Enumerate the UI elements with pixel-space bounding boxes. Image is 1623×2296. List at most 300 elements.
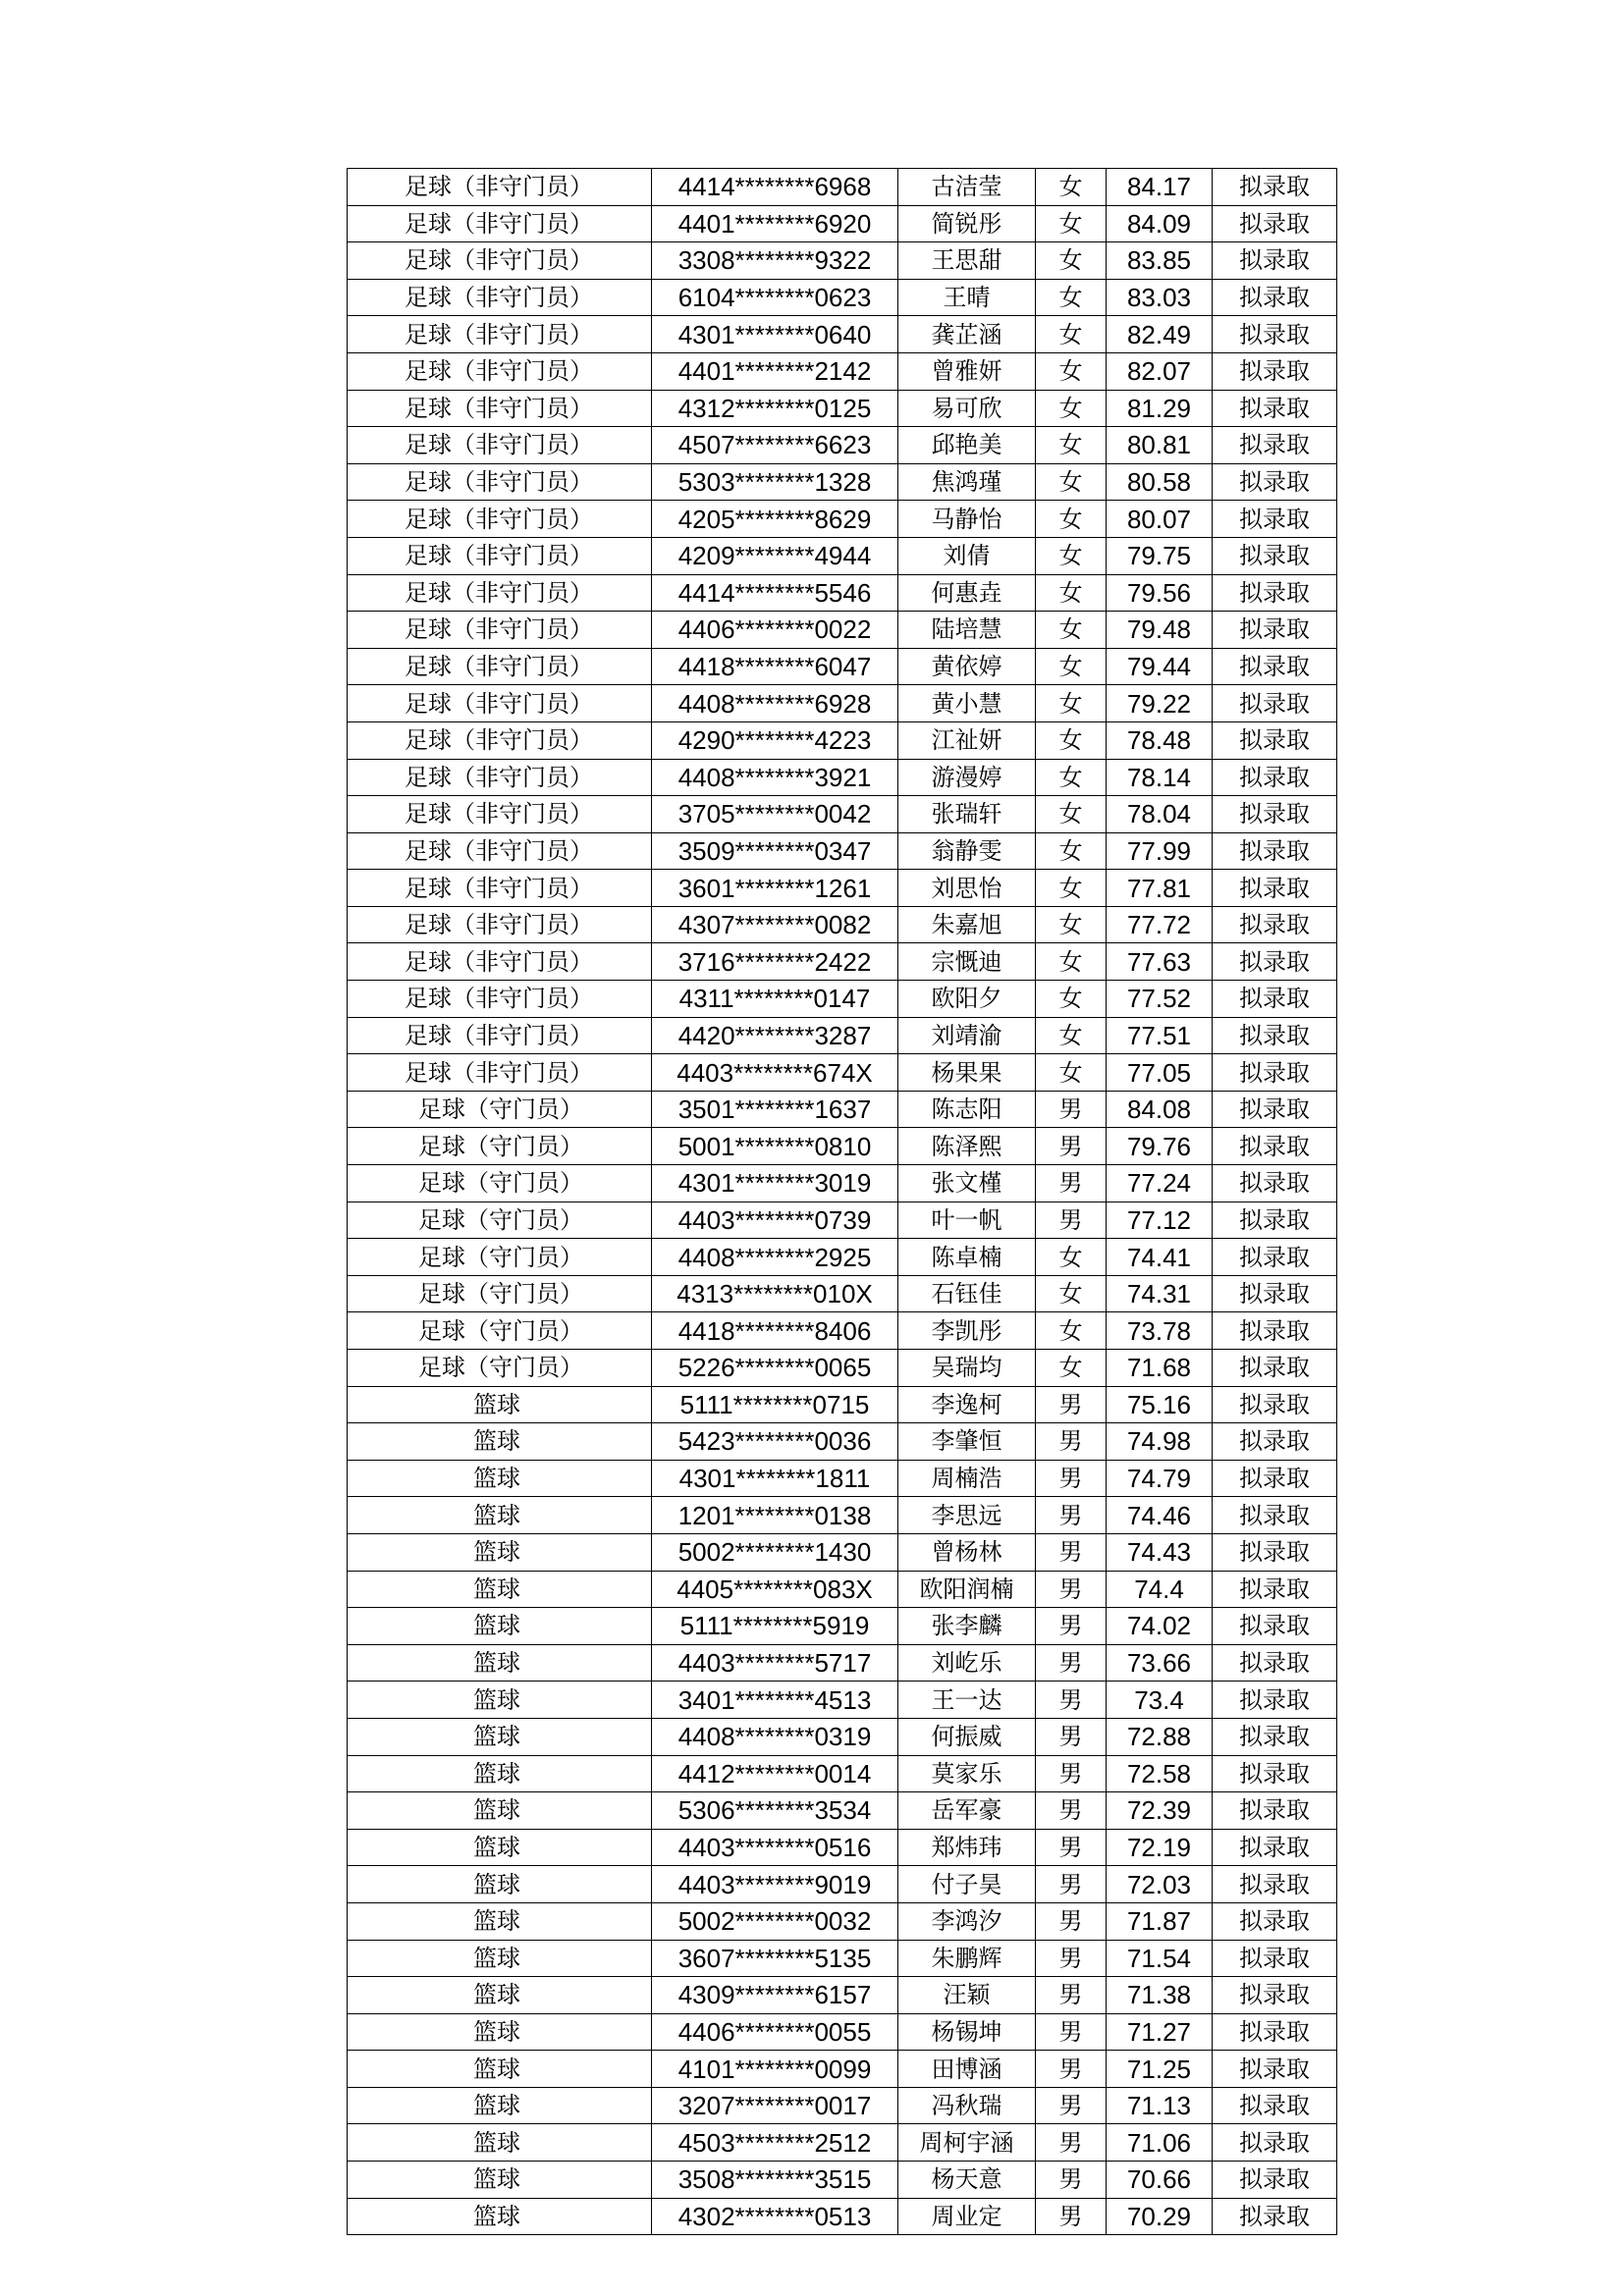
table-row [348, 685, 1337, 722]
sport-cell: 足球（守门员） [348, 1165, 652, 1202]
sport-cell: 足球（非守门员） [348, 943, 652, 981]
table-row [348, 2087, 1337, 2124]
gender-cell: 男 [1036, 1201, 1107, 1239]
name-cell: 杨果果 [898, 1054, 1036, 1092]
status-cell: 拟录取 [1213, 1350, 1337, 1387]
id-number-cell: 4403********674X [652, 1054, 898, 1092]
status-cell: 拟录取 [1213, 759, 1337, 796]
gender-cell: 女 [1036, 352, 1107, 390]
gender-cell: 男 [1036, 1902, 1107, 1940]
name-cell: 曾杨林 [898, 1533, 1036, 1571]
sport-cell: 篮球 [348, 1682, 652, 1719]
score-cell: 78.48 [1107, 721, 1213, 759]
sport-cell: 足球（非守门员） [348, 612, 652, 649]
score-cell: 72.39 [1107, 1792, 1213, 1830]
status-cell: 拟录取 [1213, 870, 1337, 907]
name-cell: 张文槿 [898, 1165, 1036, 1202]
gender-cell: 女 [1036, 906, 1107, 943]
score-cell: 77.72 [1107, 906, 1213, 943]
sport-cell: 篮球 [348, 2087, 652, 2124]
sport-cell: 足球（守门员） [348, 1128, 652, 1165]
id-number-cell: 5111********5919 [652, 1608, 898, 1645]
table-row [348, 1902, 1337, 1940]
sport-cell: 足球（非守门员） [348, 759, 652, 796]
table-row [348, 1608, 1337, 1645]
status-cell: 拟录取 [1213, 2051, 1337, 2088]
status-cell: 拟录取 [1213, 1239, 1337, 1276]
table-row [348, 279, 1337, 316]
gender-cell: 女 [1036, 721, 1107, 759]
score-cell: 84.17 [1107, 169, 1213, 206]
gender-cell: 女 [1036, 1239, 1107, 1276]
gender-cell: 男 [1036, 1165, 1107, 1202]
score-cell: 80.07 [1107, 501, 1213, 538]
sport-cell: 篮球 [348, 1533, 652, 1571]
table-row [348, 1497, 1337, 1534]
gender-cell: 男 [1036, 2013, 1107, 2051]
table-row [348, 1239, 1337, 1276]
sport-cell: 篮球 [348, 1497, 652, 1534]
status-cell: 拟录取 [1213, 2198, 1337, 2235]
table-row [348, 316, 1337, 353]
id-number-cell: 4412********0014 [652, 1755, 898, 1792]
score-cell: 79.44 [1107, 648, 1213, 685]
gender-cell: 女 [1036, 981, 1107, 1018]
gender-cell: 男 [1036, 1755, 1107, 1792]
status-cell: 拟录取 [1213, 648, 1337, 685]
name-cell: 刘屹乐 [898, 1644, 1036, 1682]
status-cell: 拟录取 [1213, 1423, 1337, 1461]
sport-cell: 足球（非守门员） [348, 242, 652, 280]
status-cell: 拟录取 [1213, 1644, 1337, 1682]
id-number-cell: 3705********0042 [652, 796, 898, 833]
sport-cell: 篮球 [348, 2013, 652, 2051]
gender-cell: 女 [1036, 796, 1107, 833]
sport-cell: 篮球 [348, 1902, 652, 1940]
id-number-cell: 4405********083X [652, 1571, 898, 1608]
gender-cell: 男 [1036, 1497, 1107, 1534]
table-row [348, 242, 1337, 280]
status-cell: 拟录取 [1213, 1497, 1337, 1534]
name-cell: 岳军豪 [898, 1792, 1036, 1830]
name-cell: 杨锡坤 [898, 2013, 1036, 2051]
table-row [348, 169, 1337, 206]
score-cell: 71.38 [1107, 1977, 1213, 2014]
name-cell: 马静怡 [898, 501, 1036, 538]
id-number-cell: 3508********3515 [652, 2162, 898, 2199]
table-row [348, 501, 1337, 538]
score-cell: 72.58 [1107, 1755, 1213, 1792]
name-cell: 朱鹏辉 [898, 1940, 1036, 1977]
score-cell: 73.66 [1107, 1644, 1213, 1682]
sport-cell: 足球（非守门员） [348, 648, 652, 685]
name-cell: 李逸柯 [898, 1386, 1036, 1423]
table-row [348, 1682, 1337, 1719]
status-cell: 拟录取 [1213, 1755, 1337, 1792]
gender-cell: 女 [1036, 279, 1107, 316]
gender-cell: 男 [1036, 1940, 1107, 1977]
id-number-cell: 4403********5717 [652, 1644, 898, 1682]
sport-cell: 足球（非守门员） [348, 1017, 652, 1054]
table-row [348, 352, 1337, 390]
name-cell: 王晴 [898, 279, 1036, 316]
table-row [348, 1718, 1337, 1755]
table-row [348, 759, 1337, 796]
sport-cell: 足球（非守门员） [348, 906, 652, 943]
gender-cell: 男 [1036, 1571, 1107, 1608]
gender-cell: 男 [1036, 1829, 1107, 1866]
id-number-cell: 4406********0022 [652, 612, 898, 649]
table-row [348, 1386, 1337, 1423]
score-cell: 72.88 [1107, 1718, 1213, 1755]
id-number-cell: 4408********3921 [652, 759, 898, 796]
gender-cell: 女 [1036, 1017, 1107, 1054]
score-cell: 74.02 [1107, 1608, 1213, 1645]
score-cell: 83.85 [1107, 242, 1213, 280]
id-number-cell: 4408********0319 [652, 1718, 898, 1755]
sport-cell: 足球（非守门员） [348, 574, 652, 612]
gender-cell: 女 [1036, 390, 1107, 427]
score-cell: 71.06 [1107, 2124, 1213, 2162]
gender-cell: 男 [1036, 2051, 1107, 2088]
name-cell: 杨天意 [898, 2162, 1036, 2199]
name-cell: 易可欣 [898, 390, 1036, 427]
score-cell: 77.51 [1107, 1017, 1213, 1054]
sport-cell: 篮球 [348, 2051, 652, 2088]
name-cell: 刘靖渝 [898, 1017, 1036, 1054]
name-cell: 黄小慧 [898, 685, 1036, 722]
status-cell: 拟录取 [1213, 1091, 1337, 1128]
name-cell: 石钰佳 [898, 1275, 1036, 1312]
table-row [348, 1350, 1337, 1387]
sport-cell: 足球（非守门员） [348, 796, 652, 833]
status-cell: 拟录取 [1213, 242, 1337, 280]
score-cell: 74.43 [1107, 1533, 1213, 1571]
sport-cell: 足球（非守门员） [348, 501, 652, 538]
score-cell: 70.66 [1107, 2162, 1213, 2199]
id-number-cell: 4503********2512 [652, 2124, 898, 2162]
gender-cell: 女 [1036, 1275, 1107, 1312]
sport-cell: 足球（非守门员） [348, 832, 652, 870]
status-cell: 拟录取 [1213, 1682, 1337, 1719]
score-cell: 77.81 [1107, 870, 1213, 907]
gender-cell: 男 [1036, 1091, 1107, 1128]
score-cell: 71.54 [1107, 1940, 1213, 1977]
status-cell: 拟录取 [1213, 390, 1337, 427]
name-cell: 李肇恒 [898, 1423, 1036, 1461]
table-row [348, 463, 1337, 501]
id-number-cell: 4406********0055 [652, 2013, 898, 2051]
id-number-cell: 4403********9019 [652, 1866, 898, 1903]
name-cell: 叶一帆 [898, 1201, 1036, 1239]
status-cell: 拟录取 [1213, 1902, 1337, 1940]
score-cell: 73.78 [1107, 1312, 1213, 1350]
score-cell: 77.12 [1107, 1201, 1213, 1239]
status-cell: 拟录取 [1213, 1533, 1337, 1571]
name-cell: 龚芷涵 [898, 316, 1036, 353]
id-number-cell: 5002********0032 [652, 1902, 898, 1940]
name-cell: 陈志阳 [898, 1091, 1036, 1128]
status-cell: 拟录取 [1213, 1940, 1337, 1977]
status-cell: 拟录取 [1213, 279, 1337, 316]
id-number-cell: 4311********0147 [652, 981, 898, 1018]
gender-cell: 女 [1036, 759, 1107, 796]
name-cell: 曾雅妍 [898, 352, 1036, 390]
gender-cell: 男 [1036, 1128, 1107, 1165]
gender-cell: 男 [1036, 1866, 1107, 1903]
gender-cell: 女 [1036, 648, 1107, 685]
gender-cell: 男 [1036, 2087, 1107, 2124]
id-number-cell: 4302********0513 [652, 2198, 898, 2235]
sport-cell: 足球（守门员） [348, 1091, 652, 1128]
name-cell: 江祉妍 [898, 721, 1036, 759]
score-cell: 71.27 [1107, 2013, 1213, 2051]
sport-cell: 篮球 [348, 1755, 652, 1792]
table-row [348, 1977, 1337, 2014]
name-cell: 田博涵 [898, 2051, 1036, 2088]
gender-cell: 女 [1036, 427, 1107, 464]
status-cell: 拟录取 [1213, 574, 1337, 612]
table-row [348, 205, 1337, 242]
table-row [348, 648, 1337, 685]
sport-cell: 篮球 [348, 1829, 652, 1866]
id-number-cell: 3509********0347 [652, 832, 898, 870]
name-cell: 何振威 [898, 1718, 1036, 1755]
id-number-cell: 4420********3287 [652, 1017, 898, 1054]
sport-cell: 篮球 [348, 1460, 652, 1497]
sport-cell: 篮球 [348, 2198, 652, 2235]
sport-cell: 足球（非守门员） [348, 870, 652, 907]
sport-cell: 足球（非守门员） [348, 352, 652, 390]
score-cell: 78.04 [1107, 796, 1213, 833]
status-cell: 拟录取 [1213, 685, 1337, 722]
status-cell: 拟录取 [1213, 906, 1337, 943]
score-cell: 77.05 [1107, 1054, 1213, 1092]
sport-cell: 足球（非守门员） [348, 981, 652, 1018]
status-cell: 拟录取 [1213, 1460, 1337, 1497]
score-cell: 72.03 [1107, 1866, 1213, 1903]
table-row [348, 1940, 1337, 1977]
table-row [348, 1533, 1337, 1571]
name-cell: 黄依婷 [898, 648, 1036, 685]
id-number-cell: 4313********010X [652, 1275, 898, 1312]
name-cell: 王思甜 [898, 242, 1036, 280]
table-row [348, 2198, 1337, 2235]
name-cell: 张瑞轩 [898, 796, 1036, 833]
sport-cell: 足球（守门员） [348, 1275, 652, 1312]
status-cell: 拟录取 [1213, 832, 1337, 870]
name-cell: 欧阳夕 [898, 981, 1036, 1018]
sport-cell: 篮球 [348, 1423, 652, 1461]
id-number-cell: 3207********0017 [652, 2087, 898, 2124]
name-cell: 刘倩 [898, 537, 1036, 574]
gender-cell: 男 [1036, 1682, 1107, 1719]
gender-cell: 男 [1036, 1644, 1107, 1682]
table-row [348, 1091, 1337, 1128]
score-cell: 77.24 [1107, 1165, 1213, 1202]
score-cell: 84.09 [1107, 205, 1213, 242]
status-cell: 拟录取 [1213, 316, 1337, 353]
table-row [348, 1423, 1337, 1461]
name-cell: 李思远 [898, 1497, 1036, 1534]
status-cell: 拟录取 [1213, 1977, 1337, 2014]
id-number-cell: 4408********2925 [652, 1239, 898, 1276]
sport-cell: 篮球 [348, 1977, 652, 2014]
id-number-cell: 4403********0739 [652, 1201, 898, 1239]
gender-cell: 女 [1036, 501, 1107, 538]
id-number-cell: 4101********0099 [652, 2051, 898, 2088]
table-row [348, 870, 1337, 907]
id-number-cell: 4312********0125 [652, 390, 898, 427]
table-row [348, 2124, 1337, 2162]
status-cell: 拟录取 [1213, 796, 1337, 833]
score-cell: 77.52 [1107, 981, 1213, 1018]
id-number-cell: 4401********2142 [652, 352, 898, 390]
name-cell: 汪颖 [898, 1977, 1036, 2014]
name-cell: 简锐彤 [898, 205, 1036, 242]
score-cell: 80.58 [1107, 463, 1213, 501]
id-number-cell: 4301********0640 [652, 316, 898, 353]
score-cell: 74.46 [1107, 1497, 1213, 1534]
id-number-cell: 3716********2422 [652, 943, 898, 981]
score-cell: 79.75 [1107, 537, 1213, 574]
name-cell: 焦鸿瑾 [898, 463, 1036, 501]
id-number-cell: 5001********0810 [652, 1128, 898, 1165]
name-cell: 周楠浩 [898, 1460, 1036, 1497]
table-row [348, 2051, 1337, 2088]
name-cell: 宗慨迪 [898, 943, 1036, 981]
score-cell: 74.41 [1107, 1239, 1213, 1276]
status-cell: 拟录取 [1213, 1275, 1337, 1312]
id-number-cell: 5226********0065 [652, 1350, 898, 1387]
table-row [348, 832, 1337, 870]
table-row [348, 2162, 1337, 2199]
table-row [348, 1275, 1337, 1312]
status-cell: 拟录取 [1213, 1054, 1337, 1092]
status-cell: 拟录取 [1213, 352, 1337, 390]
score-cell: 74.4 [1107, 1571, 1213, 1608]
sport-cell: 篮球 [348, 1608, 652, 1645]
score-cell: 79.22 [1107, 685, 1213, 722]
id-number-cell: 3607********5135 [652, 1940, 898, 1977]
name-cell: 陆培慧 [898, 612, 1036, 649]
score-cell: 81.29 [1107, 390, 1213, 427]
id-number-cell: 6104********0623 [652, 279, 898, 316]
status-cell: 拟录取 [1213, 943, 1337, 981]
score-cell: 71.25 [1107, 2051, 1213, 2088]
gender-cell: 男 [1036, 1386, 1107, 1423]
gender-cell: 女 [1036, 1312, 1107, 1350]
name-cell: 吴瑞均 [898, 1350, 1036, 1387]
sport-cell: 足球（守门员） [348, 1201, 652, 1239]
score-cell: 74.98 [1107, 1423, 1213, 1461]
status-cell: 拟录取 [1213, 463, 1337, 501]
id-number-cell: 1201********0138 [652, 1497, 898, 1534]
table-row [348, 1054, 1337, 1092]
id-number-cell: 4205********8629 [652, 501, 898, 538]
gender-cell: 男 [1036, 2124, 1107, 2162]
score-cell: 79.48 [1107, 612, 1213, 649]
id-number-cell: 4307********0082 [652, 906, 898, 943]
name-cell: 周业定 [898, 2198, 1036, 2235]
name-cell: 游漫婷 [898, 759, 1036, 796]
score-cell: 71.68 [1107, 1350, 1213, 1387]
id-number-cell: 4507********6623 [652, 427, 898, 464]
gender-cell: 女 [1036, 242, 1107, 280]
sport-cell: 足球（非守门员） [348, 537, 652, 574]
name-cell: 陈泽熙 [898, 1128, 1036, 1165]
name-cell: 欧阳润楠 [898, 1571, 1036, 1608]
sport-cell: 足球（非守门员） [348, 205, 652, 242]
name-cell: 朱嘉旭 [898, 906, 1036, 943]
score-cell: 74.31 [1107, 1275, 1213, 1312]
gender-cell: 男 [1036, 1608, 1107, 1645]
score-cell: 75.16 [1107, 1386, 1213, 1423]
name-cell: 莫家乐 [898, 1755, 1036, 1792]
status-cell: 拟录取 [1213, 2087, 1337, 2124]
sport-cell: 篮球 [348, 1718, 652, 1755]
status-cell: 拟录取 [1213, 721, 1337, 759]
score-cell: 77.63 [1107, 943, 1213, 981]
status-cell: 拟录取 [1213, 612, 1337, 649]
table-row [348, 1312, 1337, 1350]
score-cell: 82.07 [1107, 352, 1213, 390]
sport-cell: 篮球 [348, 2124, 652, 2162]
gender-cell: 女 [1036, 832, 1107, 870]
sport-cell: 足球（守门员） [348, 1350, 652, 1387]
gender-cell: 女 [1036, 169, 1107, 206]
sport-cell: 足球（非守门员） [348, 279, 652, 316]
table-row [348, 1829, 1337, 1866]
id-number-cell: 4418********6047 [652, 648, 898, 685]
gender-cell: 男 [1036, 2162, 1107, 2199]
table-row [348, 1128, 1337, 1165]
sport-cell: 足球（非守门员） [348, 169, 652, 206]
sport-cell: 足球（非守门员） [348, 316, 652, 353]
table-row [348, 1460, 1337, 1497]
score-cell: 79.76 [1107, 1128, 1213, 1165]
status-cell: 拟录取 [1213, 1866, 1337, 1903]
id-number-cell: 5423********0036 [652, 1423, 898, 1461]
id-number-cell: 5002********1430 [652, 1533, 898, 1571]
table-row [348, 1644, 1337, 1682]
id-number-cell: 5111********0715 [652, 1386, 898, 1423]
table-row [348, 906, 1337, 943]
score-cell: 71.87 [1107, 1902, 1213, 1940]
gender-cell: 男 [1036, 1533, 1107, 1571]
id-number-cell: 5306********3534 [652, 1792, 898, 1830]
table-row [348, 612, 1337, 649]
sport-cell: 篮球 [348, 1571, 652, 1608]
sport-cell: 足球（非守门员） [348, 721, 652, 759]
id-number-cell: 4408********6928 [652, 685, 898, 722]
sport-cell: 足球（守门员） [348, 1239, 652, 1276]
gender-cell: 女 [1036, 685, 1107, 722]
table-row [348, 943, 1337, 981]
id-number-cell: 5303********1328 [652, 463, 898, 501]
sport-cell: 篮球 [348, 2162, 652, 2199]
gender-cell: 女 [1036, 316, 1107, 353]
name-cell: 刘思怡 [898, 870, 1036, 907]
sport-cell: 足球（非守门员） [348, 463, 652, 501]
admission-table [347, 168, 1337, 2235]
status-cell: 拟录取 [1213, 205, 1337, 242]
score-cell: 71.13 [1107, 2087, 1213, 2124]
sport-cell: 足球（非守门员） [348, 1054, 652, 1092]
name-cell: 何惠垚 [898, 574, 1036, 612]
id-number-cell: 4301********3019 [652, 1165, 898, 1202]
table-row [348, 1792, 1337, 1830]
